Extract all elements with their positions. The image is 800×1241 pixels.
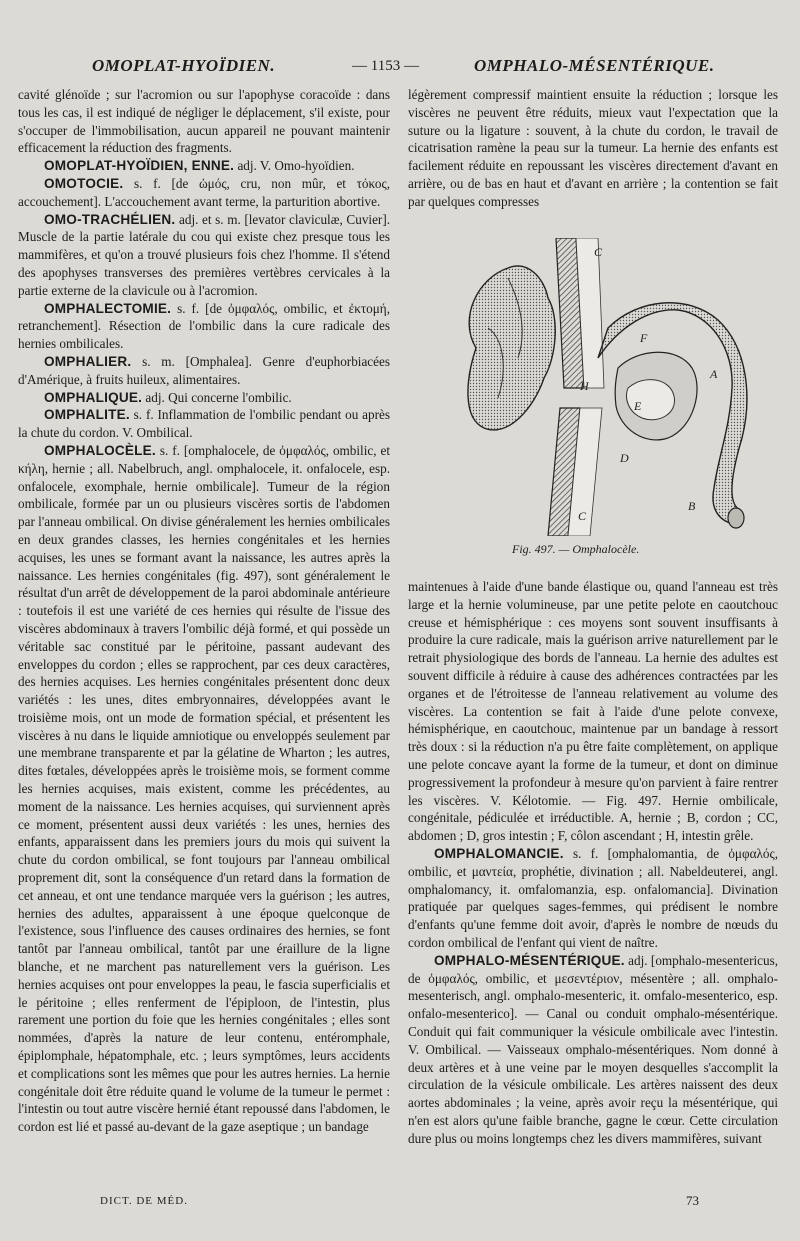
- entry-continuation: légèrement compressif maintient ensuite la réduction ; lorsque les viscères ne peuvent être réduits, mieux vaut l'expectation que la suture ou la ligature : souvent, à la chute du cordon, le travail de cicatrisation ramène la peau sur la tumeur. La hernie des enfants est facilement réduite en repoussant les viscères directement d'avant en arrière, ou de bas en haut et d'avant en arrière ; la contention se fait par quelques compresses: [408, 87, 778, 209]
- entry-body: adj. Qui concerne l'ombilic.: [145, 389, 292, 405]
- headword: OMPHALO-MÉSENTÉRIQUE.: [434, 952, 625, 968]
- figure-label-h: H: [580, 379, 589, 393]
- entry-omo-trachelien: [18, 211, 390, 300]
- running-head: [0, 56, 800, 84]
- figure-label-e: E: [634, 399, 642, 413]
- entry-omphalomancie: [408, 845, 778, 952]
- omphalocele-illustration: [448, 238, 766, 536]
- intestine-left: [468, 266, 555, 430]
- right-column-top: [408, 86, 778, 211]
- entry-omotocie: [18, 175, 390, 211]
- headword: OMPHALIER.: [44, 353, 132, 369]
- figure-caption: Fig. 497. — Omphalocèle.: [512, 542, 640, 556]
- entry-continuation: cavité glénoïde ; sur l'acromion ou sur l'apophyse coracoïde : dans tous les cas, il est indiqué de négliger le déplacement, s'il existe, pour s'occuper de l'immobilisation, aucun appareil ne pouvant maintenir efficacement la réduction des fragments.: [18, 87, 390, 156]
- figure-label-b: B: [688, 499, 696, 513]
- headword: OMOPLAT-HYOÏDIEN, ENNE.: [44, 158, 235, 174]
- entry-body: s. f. [omphalocele, de ὀμφαλός, ombilic, et κήλη, hernie ; all. Nabelbruch, angl. omphalocele, it. onfalocele, esp. onfalocele, exomphale, hernie ombilicale]. Tumeur de la région ombilicale, formée par un ou plusieurs viscères sortis de l'abdomen par l'anneau ombilical. On divise généralement les hernies ombilicales en deux grandes classes, les hernies congénitales et les hernies acquises, les unes se formant avant la naissance, les autres après la naissance. Les hernies congénitales (fig. 497), sont généralement le résultat d'un arrêt de développement de la paroi abdominale antérieure : toutefois il est une variété de ces hernies qui résulte de l'issue des viscères abdominaux à travers l'ombilic déjà formé, et qui possède un véritable sac constitué par le péritoine, passant audevant des enveloppes du cordon ; elles se rapprochent, par ces deux caractères, des hernies acquises. Les hernies congénitales présentent donc deux variétés : les unes, dites embryonnaires, développées avant le troisième mois, ont un mode de formation spécial, et présentent les viscères à nu dans le liquide amniotique ou enveloppés seulement par une membrane transparente et par la gélatine de Wharton ; les autres, dites fœtales, développées après le troisième mois, se forment comme les hernies acquises, mais existent, comme les précédentes, au moment de la naissance. Les hernies acquises, qui surviennent après ce moment, présentent aussi deux variétés : les unes, hernies des enfants, apparaissent dans les premiers jours du mois qui suivent la chute du cordon ombilical, se font toujours par l'anneau ombilical proprement dit, sont la conséquence d'un retard dans la formation de cet anneau, et ont une tendance marquée vers la guérison ; les autres, hernies des adultes, apparaissent à une époque quelconque de l'existence, sous l'influence des causes ordinaires des hernies, se font tantôt par l'anneau ombilical, tantôt par une éraillure de la ligne blanche, et ne marchent pas naturellement vers la guérison. Les hernies acquises ont pour enveloppes la peau, le fascia superficialis et le péritoine ; elles renferment de l'épiploon, de l'intestin, plus rarement une portion du foie que les hernies congénitales ; elles sont nommées, d'après la nature de leur contenu, entéromphale, épiplomphale, hépatomphale, etc. ; leurs symptômes, leurs accidents et complications sont les mêmes que pour les autres hernies. La hernie congénitale doit être réduite quand le volume de la tumeur le permet : l'intestin ou tout autre viscère hernié étant repoussé dans l'abdomen, le cordon est lié et passé au-devant de la gaze aseptique ; un bandage: [18, 442, 391, 1135]
- entry-omphalique: [18, 389, 390, 407]
- left-column: [18, 86, 390, 1136]
- entry-body: adj. V. Omo-hyoïdien.: [237, 158, 355, 174]
- entry-body: s. f. [omphalomantia, de ὀμφαλός, ombilic, et μαντεία, prophétie, divination ; all. Nabeldeuterei, angl. omphalomancy, it. omfalomanzia, esp. onfalomancia]. Divination pratiquée par quelques sages-femmes, qui prédisent le nombre d'enfants qu'une femme doit avoir, d'après le nombre de nœuds du cordon ombilical de l'enfant qui vient de naître.: [408, 845, 779, 950]
- entry-omoplat-hyoidien: [18, 157, 390, 175]
- right-column-bottom: [408, 578, 778, 1148]
- headword: OMPHALOMANCIE.: [434, 845, 564, 861]
- running-head-left: OMOPLAT-HYOÏDIEN.: [92, 56, 276, 75]
- headword: OMPHALECTOMIE.: [44, 300, 172, 316]
- entry-omphalite: [18, 406, 390, 442]
- cord-end: [728, 508, 744, 528]
- entry-omphalier: [18, 353, 390, 389]
- headword: OMOTOCIE.: [44, 175, 124, 191]
- entry-continuation: maintenues à l'aide d'une bande élastique ou, quand l'anneau est très large et la hernie volumineuse, par une petite pelote en caoutchouc creuse et hémisphérique : ces moyens sont souvent insuffisants à produire la cure radicale, mais la guérison arrive naturellement par le retrait physiologique des bords de l'anneau. La hernie des adultes est souvent difficile à réduire à cause des adhérences contractées par les organes et de l'étroitesse de l'anneau relativement au volume des viscères. La contention se fait à l'aide d'une pelote convexe, hémisphérique, en caoutchouc, maintenue par un bandage à ressort très doux : si la réduction n'a pu être faite complètement, on applique une pelote concave ayant la forme de la tumeur, et dont on diminue progressivement la profondeur à mesure qu'on parvient à faire rentrer les viscères. V. Kélotomie. — Fig. 497. Hernie ombilicale, congénitale, pédiculée et irréductible. A, hernie ; B, cordon ; CC, abdomen ; D, gros intestin ; F, côlon ascendant ; H, intestin grêle.: [408, 579, 778, 844]
- running-head-right: OMPHALO-MÉSENTÉRIQUE.: [474, 56, 715, 75]
- entry-omphalectomie: [18, 300, 390, 353]
- figure-label-c-top: C: [594, 245, 603, 259]
- page-number-header: — 1153 —: [352, 58, 419, 74]
- entry-body: s. f. [de ὠμός, cru, non mûr, et τόκος, accouchement]. L'accouchement avant terme, la parturition abortive.: [18, 175, 390, 209]
- figure-label-f: F: [640, 331, 648, 345]
- entry-omphalo-mesenterique: [408, 952, 778, 1148]
- entry-body: adj. [omphalo-mesentericus, de ὀμφαλός, ombilic, et μεσεντέριον, mésentère ; all. omphalo-mesenterisch, angl. omphalo-mesenteric, it. omfalo-mesenterico, esp. onfalo-mesenterico]. — Canal ou conduit omphalo-mésentérique. Conduit qui fait communiquer la vésicule ombilicale avec l'intestin. V. Ombilical. — Vaisseaux omphalo-mésentériques. Nom donné à deux artères et à une veine par le moyen desquelles s'accomplit la circulation de la vésicule ombilicale. Les artères naissent des deux aortes abdominales ; la veine, après avoir reçu la mésentérique, qui n'en est alors qu'une faible branche, gagne le cœur. Cette circulation dure plus ou moins longtemps chez les divers mammifères, suivant: [408, 952, 779, 1146]
- entry-body: s. f. Inflammation de l'ombilic pendant ou après la chute du cordon. V. Ombilical.: [18, 407, 390, 441]
- headword: OMPHALIQUE.: [44, 389, 143, 405]
- entry-body: adj. et s. m. [levator claviculæ, Cuvier]. Muscle de la partie latérale du cou qui existe chez presque tous les mammifères, et qu'on a trouvé plusieurs fois chez l'homme. Il s'étend des apophyses transverses des premières vertèbres cervicales à la partie externe de la clavicule ou à l'acromion.: [18, 211, 391, 298]
- footer-sheet-number: 73: [686, 1193, 699, 1208]
- entry-body: s. f. [de ὀμφαλός, ombilic, et ἐκτομή, retranchement]. Résection de l'ombilic dans la cure radicale des hernies ombilicales.: [18, 300, 391, 352]
- entry-omphalocele: [18, 442, 390, 1136]
- headword: OMO-TRACHÉLIEN.: [44, 211, 176, 227]
- entry-body: s. m. [Omphalea]. Genre d'euphorbiacées d'Amérique, à fruits huileux, alimentaires.: [18, 353, 390, 387]
- headword: OMPHALITE.: [44, 407, 130, 423]
- footer-signature: DICT. DE MÉD.: [100, 1195, 188, 1207]
- headword: OMPHALOCÈLE.: [44, 442, 156, 458]
- figure-label-c-bottom: C: [578, 509, 587, 523]
- figure-label-d: D: [620, 451, 629, 465]
- figure-label-a: A: [710, 367, 718, 381]
